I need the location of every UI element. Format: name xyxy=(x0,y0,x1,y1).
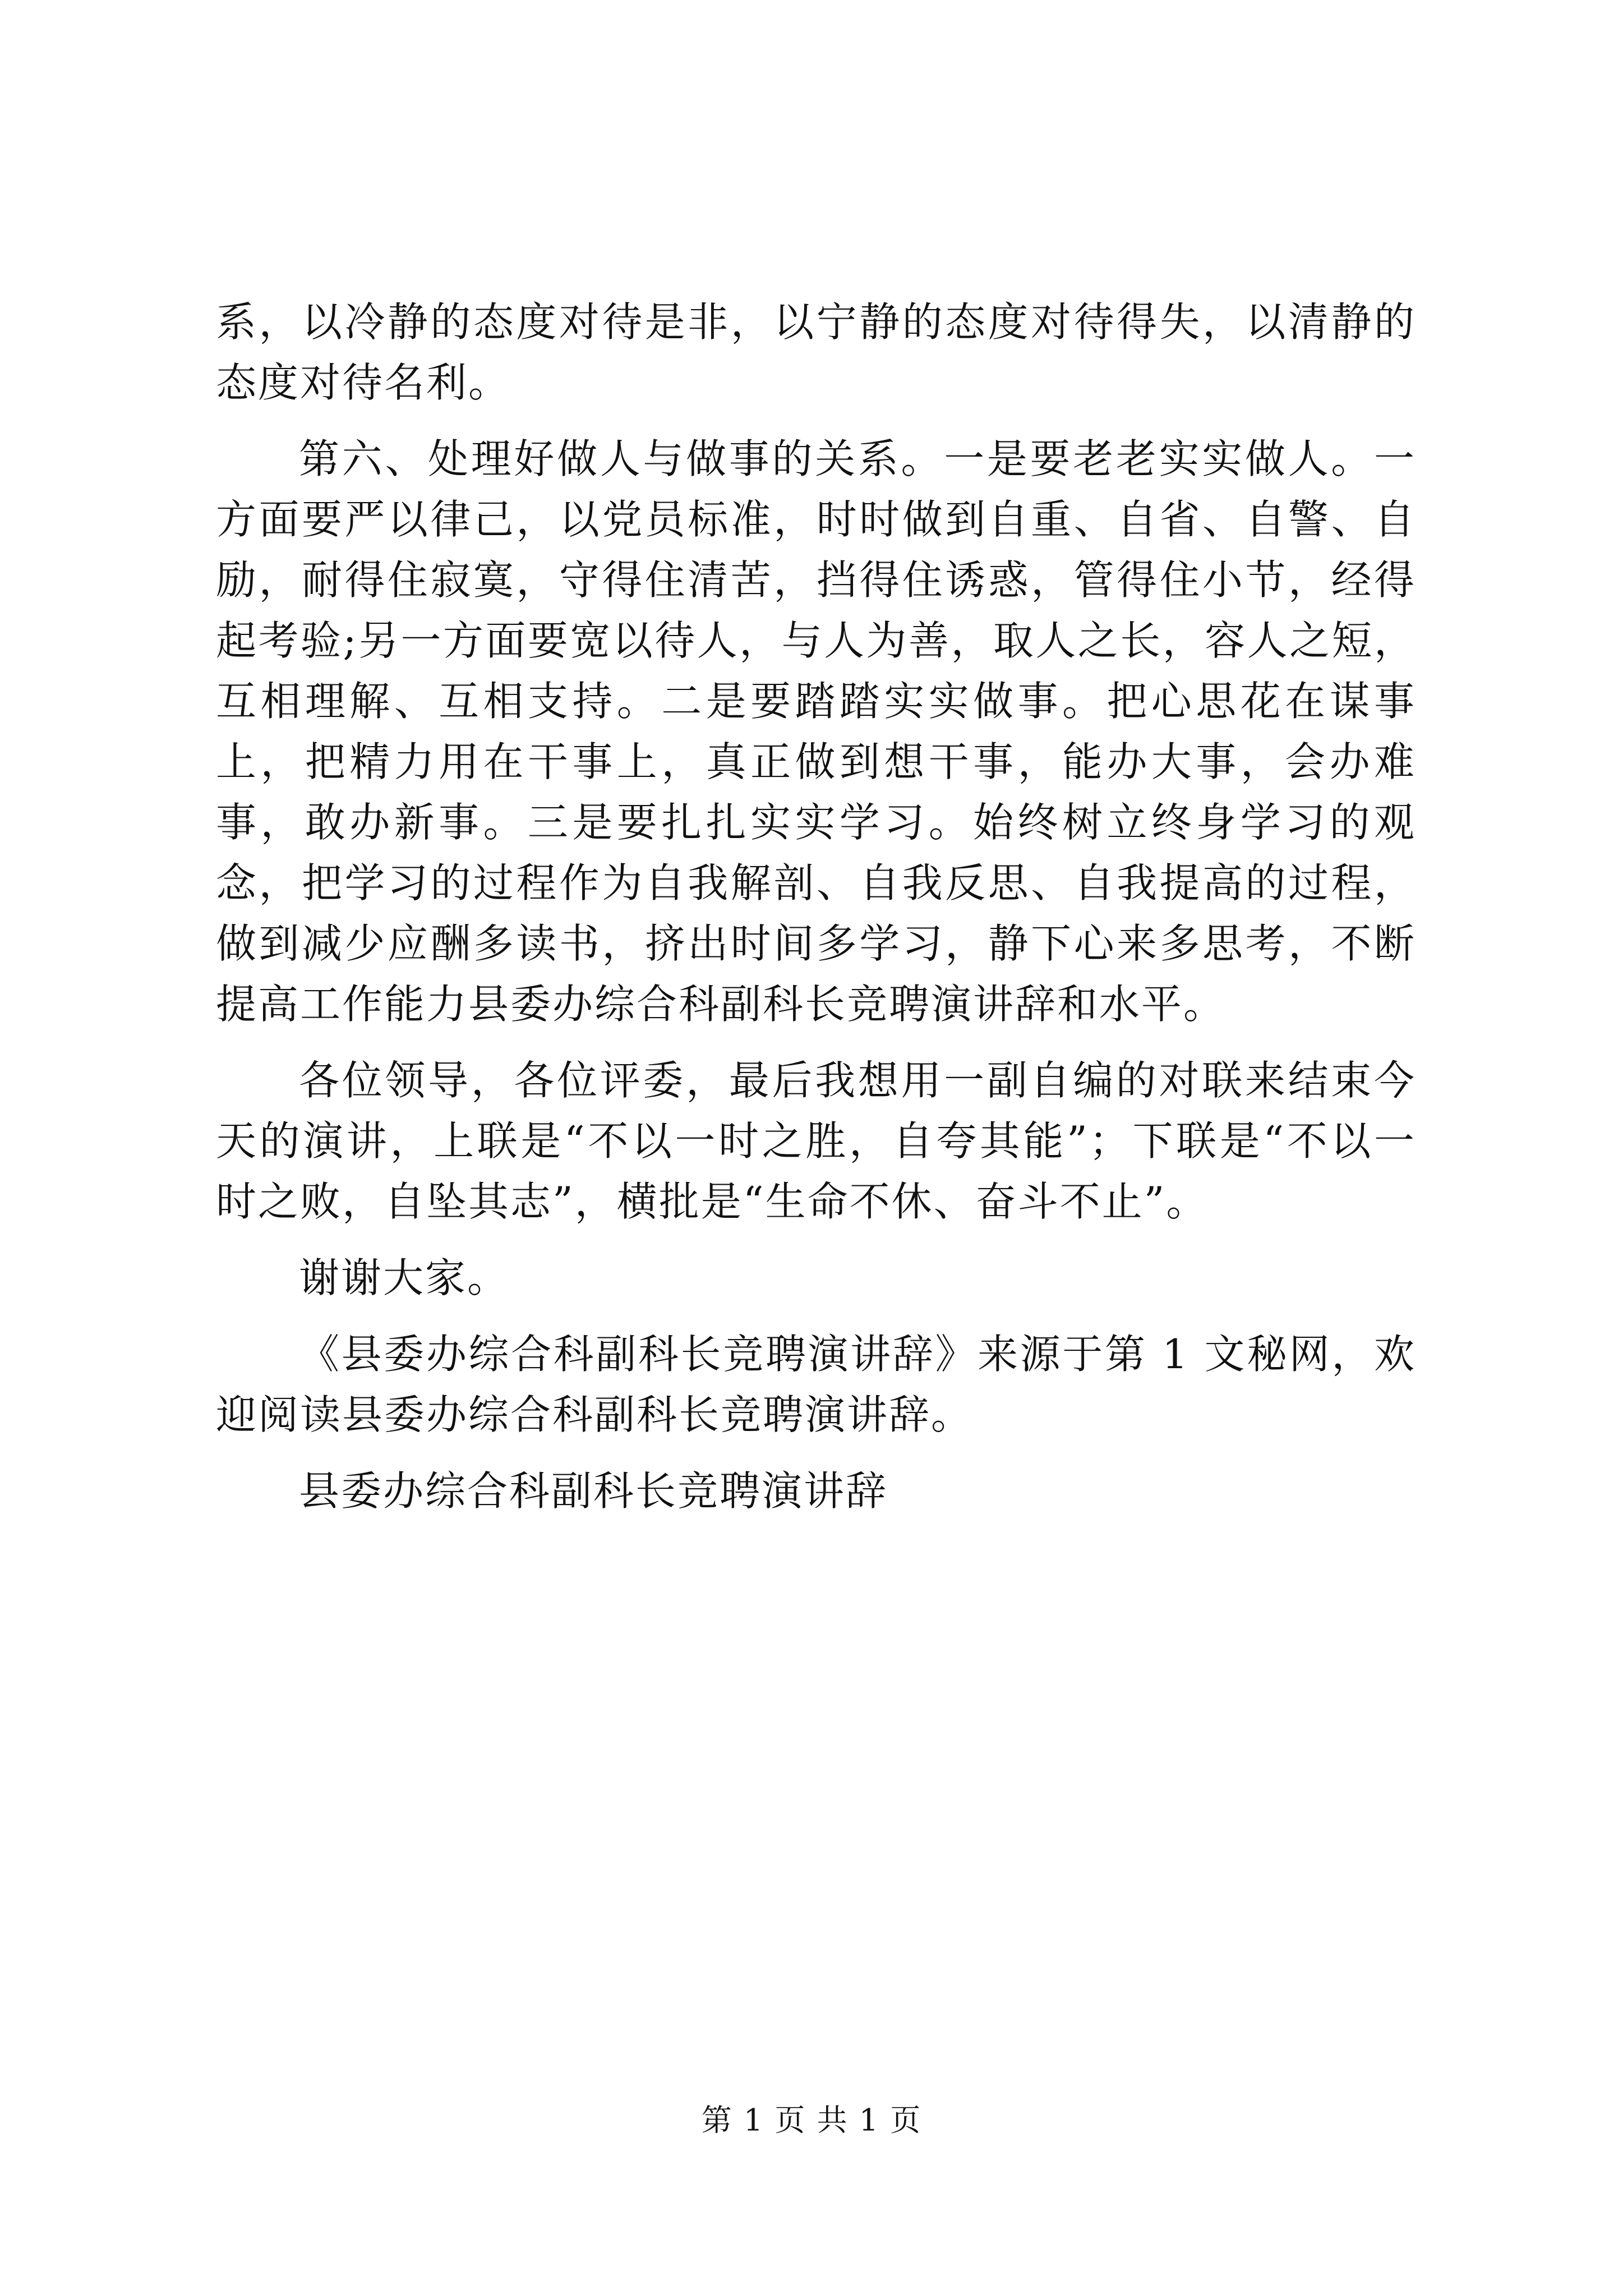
paragraph-source-note: 《县委办综合科副科长竞聘演讲辞》来源于第 1 文秘网，欢迎阅读县委办综合科副科长竞聘演讲辞。 xyxy=(216,1331,1416,1438)
paragraph-title-repeat: 县委办综合科副科长竞聘演讲辞 xyxy=(299,1467,888,1515)
paragraph-sixth-point: 第六、处理好做人与做事的关系。一是要老老实实做人。一方面要严以律己，以党员标准，时时做到自重、自省、自警、自励，耐得住寂寞，守得住清苦，挡得住诱惑，管得住小节，经得起考验;另一方面要宽以待人，与人为善，取人之长，容人之短，互相理解、互相支持。二是要踏踏实实做事。把心思花在谋事上，把精力用在干事上，真正做到想干事，能办大事，会办难事，敢办新事。三是要扎扎实实学习。始终树立终身学习的观念，把学习的过程作为自我解剖、自我反思、自我提高的过程，做到减少应酬多读书，挤出时间多学习，静下心来多思考，不断提高工作能力县委办综合科副科长竞聘演讲辞和水平。 xyxy=(216,435,1416,1028)
paragraph-closing-couplet: 各位领导，各位评委，最后我想用一副自编的对联来结束今天的演讲，上联是“不以一时之胜，自夸其能”；下联是“不以一时之败，自坠其志”，横批是“生命不休、奋斗不止”。 xyxy=(216,1057,1416,1225)
paragraph-thanks: 谢谢大家。 xyxy=(299,1254,510,1301)
page-footer: 第 1 页 共 1 页 xyxy=(701,2102,922,2138)
document-body xyxy=(216,292,1416,1521)
paragraph-continuation: 系，以冷静的态度对待是非，以宁静的态度对待得失，以清静的态度对待名利。 xyxy=(216,298,1416,406)
